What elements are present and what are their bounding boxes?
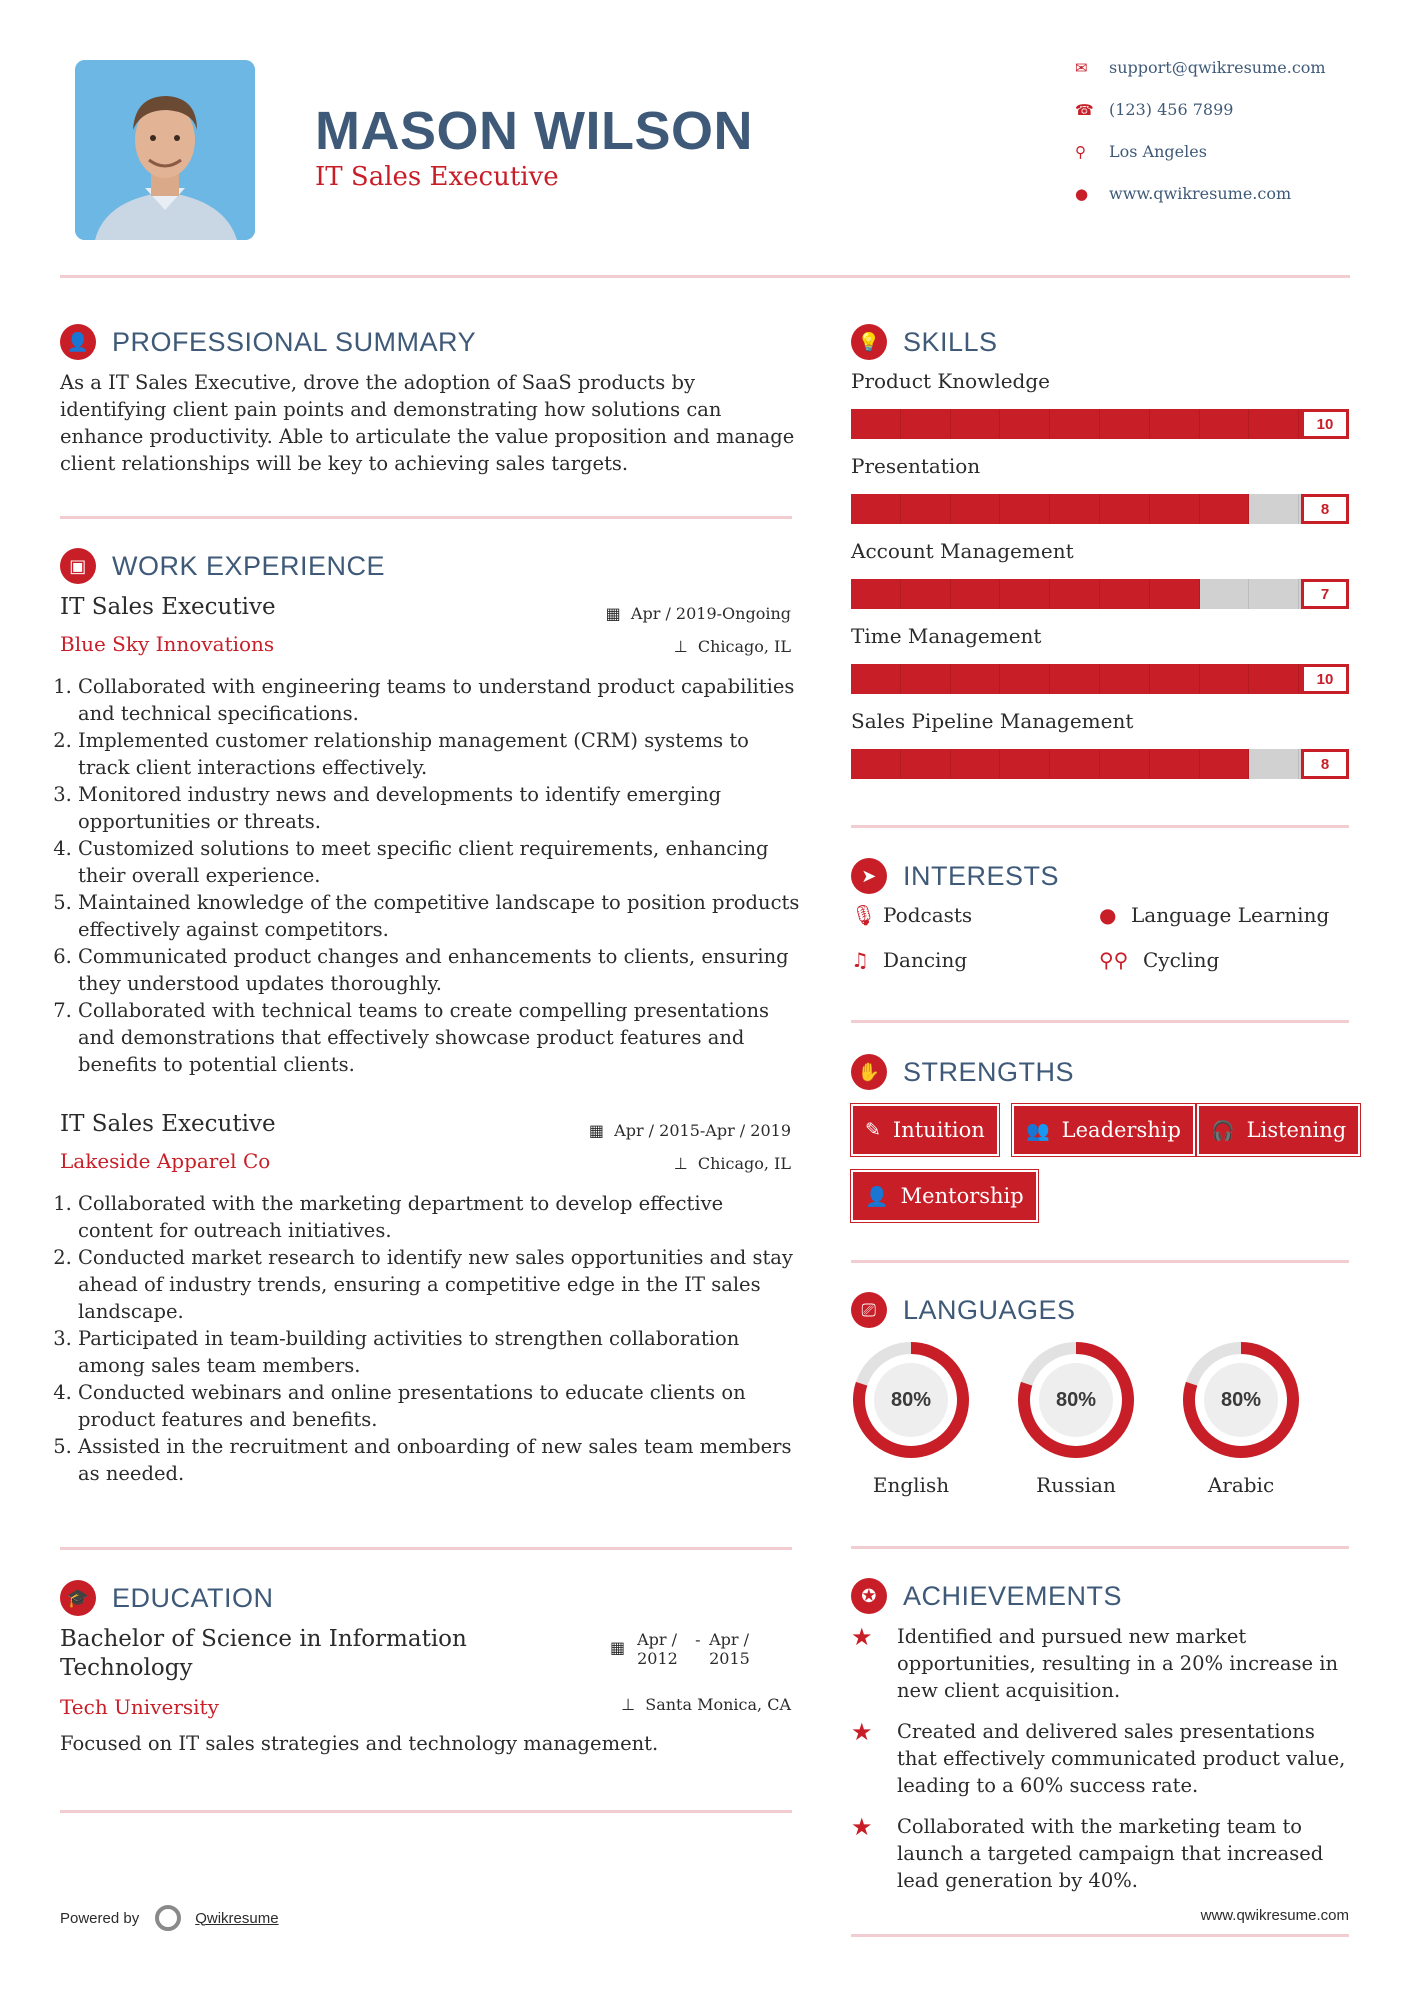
skill-bar-segment: [851, 579, 901, 609]
calendar-icon: ▦: [610, 1638, 626, 1657]
globe-icon: ●: [1075, 185, 1089, 203]
summary-text: As a IT Sales Executive, drove the adoption of SaaS products by identifying client pain points and demonstrating how solutions can enhance productivity. Able to articulate the value proposition and manage client relationships will be key to achieving sales targets.: [60, 371, 795, 475]
education-degree: Bachelor of Science in Information Technology: [60, 1626, 467, 1681]
achievement-item: ★ Collaborated with the marketing team to launch a targeted campaign that increased lead generation by 40%.: [851, 1813, 1324, 1892]
skill-bar-segment: [1000, 749, 1050, 779]
skill-name: Account Management: [851, 539, 1074, 563]
language-name: English: [872, 1473, 950, 1497]
skill-bar-segment: [851, 409, 901, 439]
job-2-bullet: 3. Participated in team-building activities to strengthen collaboration among sales team members.: [78, 1325, 800, 1379]
job-2-company: Lakeside Apparel Co: [60, 1149, 271, 1173]
skill-bar-segment: [901, 494, 951, 524]
skill-bar-segment: [1200, 749, 1250, 779]
languages-heading: ⎚ LANGUAGES: [851, 1292, 1076, 1328]
job-2-bullet: 4. Conducted webinars and online presentations to educate clients on product features and benefits.: [78, 1379, 800, 1433]
skill-bar-segment: [1050, 579, 1100, 609]
strength-leadership: 👥 Leadership: [1012, 1104, 1195, 1156]
skill-bar-segment: [901, 579, 951, 609]
envelope-icon: ✉: [1075, 59, 1088, 77]
summary-heading: 👤 PROFESSIONAL SUMMARY: [60, 324, 476, 360]
shooting-star-icon: ★: [851, 1718, 873, 1746]
lightbulb-icon: 💡: [851, 324, 887, 360]
skill-bar-segment: [1249, 664, 1299, 694]
skill-name: Time Management: [851, 624, 1042, 648]
skill-bar-segment: [1150, 749, 1200, 779]
shooting-star-icon: ★: [851, 1623, 873, 1651]
experience-divider: [60, 1547, 792, 1550]
job-1-bullet: 7. Collaborated with technical teams to create compelling presentations and demonstrations that effectively showcase product features and benefits to potential clients.: [78, 997, 800, 1078]
achievement-item: ★ Identified and pursued new market opportunities, resulting in a 20% increase in new client acquisition.: [851, 1623, 1339, 1702]
phone-icon: ☎: [1075, 101, 1094, 119]
calendar-icon: ▦: [588, 1121, 604, 1140]
achievements-heading: ✪ ACHIEVEMENTS: [851, 1578, 1122, 1614]
interests-heading: ➤ INTERESTS: [851, 858, 1059, 894]
skill-bar-segment: [1000, 579, 1050, 609]
skill-bar-segment: [1200, 579, 1250, 609]
interest-language-learning: ● Language Learning: [1099, 903, 1330, 927]
skill-bar-segment: [901, 749, 951, 779]
skill-bar-segment: [1100, 409, 1150, 439]
header-divider: [60, 275, 1350, 278]
pin-icon: ⊥: [673, 1154, 688, 1173]
job-1-title: IT Sales Executive: [60, 594, 276, 620]
footer-powered-by: Powered by Qwikresume: [60, 1905, 279, 1931]
strength-mentorship: 👤 Mentorship: [851, 1170, 1038, 1222]
experience-heading: ▣ WORK EXPERIENCE: [60, 548, 385, 584]
languages-divider: [851, 1546, 1349, 1549]
skill-bar-segment: [1050, 494, 1100, 524]
contact-phone[interactable]: ☎ (123) 456 7899: [1075, 100, 1234, 119]
language-icon: ⎚: [851, 1292, 887, 1328]
language-percent: 80%: [1220, 1388, 1262, 1411]
skill-bar-segment: [851, 664, 901, 694]
skill-bar-segment: [901, 409, 951, 439]
skill-name: Sales Pipeline Management: [851, 709, 1134, 733]
contact-location: ⚲ Los Angeles: [1075, 142, 1207, 161]
skill-bar-segment: [1249, 749, 1299, 779]
job-2-dates: ▦ Apr / 2015-Apr / 2019: [588, 1121, 791, 1140]
skill-bar-segment: [1050, 664, 1100, 694]
education-dates: ▦ Apr / 2012 - Apr / 2015: [610, 1630, 767, 1668]
candidate-title: IT Sales Executive: [315, 162, 559, 192]
education-school: Tech University: [60, 1695, 219, 1719]
job-1-bullet: 4. Customized solutions to meet specific client requirements, enhancing their overall experience.: [78, 835, 800, 889]
language-percent: 80%: [1055, 1388, 1097, 1411]
education-location: ⊥ Santa Monica, CA: [621, 1695, 791, 1714]
pin-icon: ⊥: [621, 1695, 636, 1714]
language-ring: [1013, 1337, 1139, 1463]
strength-intuition: ✎ Intuition: [851, 1104, 999, 1156]
language-name: Arabic: [1207, 1473, 1275, 1497]
user-icon: 👤: [60, 324, 96, 360]
skill-bar-segment: [901, 664, 951, 694]
language-ring: [848, 1337, 974, 1463]
interest-cycling: ⚲⚲ Cycling: [1099, 948, 1220, 972]
skill-bar-segment: [951, 749, 1001, 779]
job-1-bullet: 6. Communicated product changes and enhancements to clients, ensuring they understood updates thoroughly.: [78, 943, 800, 997]
job-2-bullet: 1. Collaborated with the marketing department to develop effective content for outreach initiatives.: [78, 1190, 800, 1244]
language-percent: 80%: [890, 1388, 932, 1411]
skill-bar-segment: [951, 579, 1001, 609]
qwikresume-logo-icon: [155, 1905, 181, 1931]
skill-bar-segment: [1100, 749, 1150, 779]
skill-bar-segment: [1100, 494, 1150, 524]
briefcase-icon: ▣: [60, 548, 96, 584]
strength-listening: 🎧 Listening: [1197, 1104, 1360, 1156]
skill-bar-segment: [1200, 494, 1250, 524]
skill-bar-segment: [1249, 494, 1299, 524]
skill-bar: [851, 409, 1349, 439]
globe-icon: ●: [1099, 903, 1117, 927]
achievement-item: ★ Created and delivered sales presentations that effectively communicated product value, leading to a 60% success rate.: [851, 1718, 1346, 1797]
skill-bar-segment: [1200, 664, 1250, 694]
skill-bar-segment: [1050, 749, 1100, 779]
skill-bar: [851, 749, 1349, 779]
interest-dancing: ♫ Dancing: [851, 948, 968, 972]
skill-bar-segment: [951, 664, 1001, 694]
hand-icon: ✋: [851, 1054, 887, 1090]
microphone-icon: 🎙: [851, 903, 877, 927]
job-1-bullets: [60, 673, 800, 1078]
profile-photo: [75, 60, 255, 240]
language-name: Russian: [1036, 1473, 1116, 1497]
skill-bar-segment: [1200, 409, 1250, 439]
skill-level-value: 8: [1301, 494, 1349, 524]
job-2-bullet: 5. Assisted in the recruitment and onboarding of new sales team members as needed.: [78, 1433, 800, 1487]
skill-bar-segment: [1000, 494, 1050, 524]
skill-bar-segment: [1150, 494, 1200, 524]
users-icon: 👥: [1026, 1119, 1050, 1142]
skill-bar: [851, 494, 1349, 524]
pin-icon: ⊥: [673, 637, 688, 656]
strengths-heading: ✋ STRENGTHS: [851, 1054, 1074, 1090]
skill-level-value: 10: [1301, 664, 1349, 694]
skill-bar: [851, 664, 1349, 694]
skill-bar-segment: [1000, 409, 1050, 439]
shooting-star-icon: ★: [851, 1813, 873, 1841]
contact-website[interactable]: ● www.qwikresume.com: [1075, 184, 1292, 203]
skill-bar-segment: [951, 409, 1001, 439]
skill-bar-segment: [851, 749, 901, 779]
summary-divider: [60, 516, 792, 519]
skill-name: Presentation: [851, 454, 981, 478]
paper-plane-icon: ➤: [851, 858, 887, 894]
skill-bar-segment: [1150, 664, 1200, 694]
graduation-cap-icon: 🎓: [60, 1580, 96, 1616]
skill-bar-segment: [1050, 409, 1100, 439]
contact-email[interactable]: ✉ support@qwikresume.com: [1075, 58, 1326, 77]
job-1-bullet: 2. Implemented customer relationship management (CRM) systems to track client interactions effectively.: [78, 727, 800, 781]
interests-divider: [851, 1020, 1349, 1023]
music-note-icon: ♫: [851, 948, 869, 972]
skill-bar-segment: [1249, 409, 1299, 439]
skill-bar-segment: [1150, 579, 1200, 609]
star-badge-icon: ✪: [851, 1578, 887, 1614]
interest-podcasts: 🎙 Podcasts: [851, 903, 973, 927]
job-2-bullets: [60, 1190, 800, 1487]
skill-level-value: 10: [1301, 409, 1349, 439]
education-start: Apr / 2012: [637, 1630, 678, 1668]
qwikresume-link[interactable]: Qwikresume: [195, 1909, 279, 1927]
skill-bar-segment: [1150, 409, 1200, 439]
education-description: Focused on IT sales strategies and technology management.: [60, 1732, 659, 1755]
bicycle-icon: ⚲⚲: [1099, 948, 1129, 972]
job-1-bullet: 1. Collaborated with engineering teams to understand product capabilities and technical specifications.: [78, 673, 800, 727]
skills-divider: [851, 825, 1349, 828]
skill-level-value: 7: [1301, 579, 1349, 609]
strengths-divider: [851, 1260, 1349, 1263]
footer-divider: [851, 1934, 1349, 1937]
skill-bar-segment: [951, 494, 1001, 524]
footer-website[interactable]: www.qwikresume.com: [1200, 1907, 1349, 1924]
job-1-bullet: 5. Maintained knowledge of the competitive landscape to position products effectively against competitors.: [78, 889, 800, 943]
skill-bar-segment: [1249, 579, 1299, 609]
job-1-company: Blue Sky Innovations: [60, 632, 275, 656]
job-1-location: ⊥ Chicago, IL: [673, 637, 791, 656]
user-plus-icon: 👤: [865, 1185, 889, 1208]
skill-bar: [851, 579, 1349, 609]
skill-level-value: 8: [1301, 749, 1349, 779]
skill-bar-segment: [1000, 664, 1050, 694]
achievements-list: [851, 1623, 1351, 1894]
education-end: Apr / 2015: [709, 1630, 750, 1668]
map-pin-icon: ⚲: [1075, 143, 1086, 161]
job-2-title: IT Sales Executive: [60, 1111, 276, 1137]
job-2-bullet: 2. Conducted market research to identify new sales opportunities and stay ahead of industry trends, ensuring a competitive edge in the IT sales landscape.: [78, 1244, 800, 1325]
calendar-icon: ▦: [605, 604, 621, 623]
job-2-location: ⊥ Chicago, IL: [673, 1154, 791, 1173]
education-heading: 🎓 EDUCATION: [60, 1580, 274, 1616]
job-1-dates: ▦ Apr / 2019-Ongoing: [605, 604, 791, 623]
skill-bar-segment: [851, 494, 901, 524]
skills-heading: 💡 SKILLS: [851, 324, 998, 360]
skill-bar-segment: [1100, 579, 1150, 609]
education-divider: [60, 1810, 792, 1813]
magic-wand-icon: ✎: [865, 1119, 881, 1141]
job-1-bullet: 3. Monitored industry news and developments to identify emerging opportunities or threats.: [78, 781, 800, 835]
headphones-icon: 🎧: [1211, 1119, 1235, 1142]
skill-bar-segment: [1100, 664, 1150, 694]
language-ring: [1178, 1337, 1304, 1463]
candidate-name: MASON WILSON: [315, 101, 753, 161]
skill-name: Product Knowledge: [851, 369, 1050, 393]
